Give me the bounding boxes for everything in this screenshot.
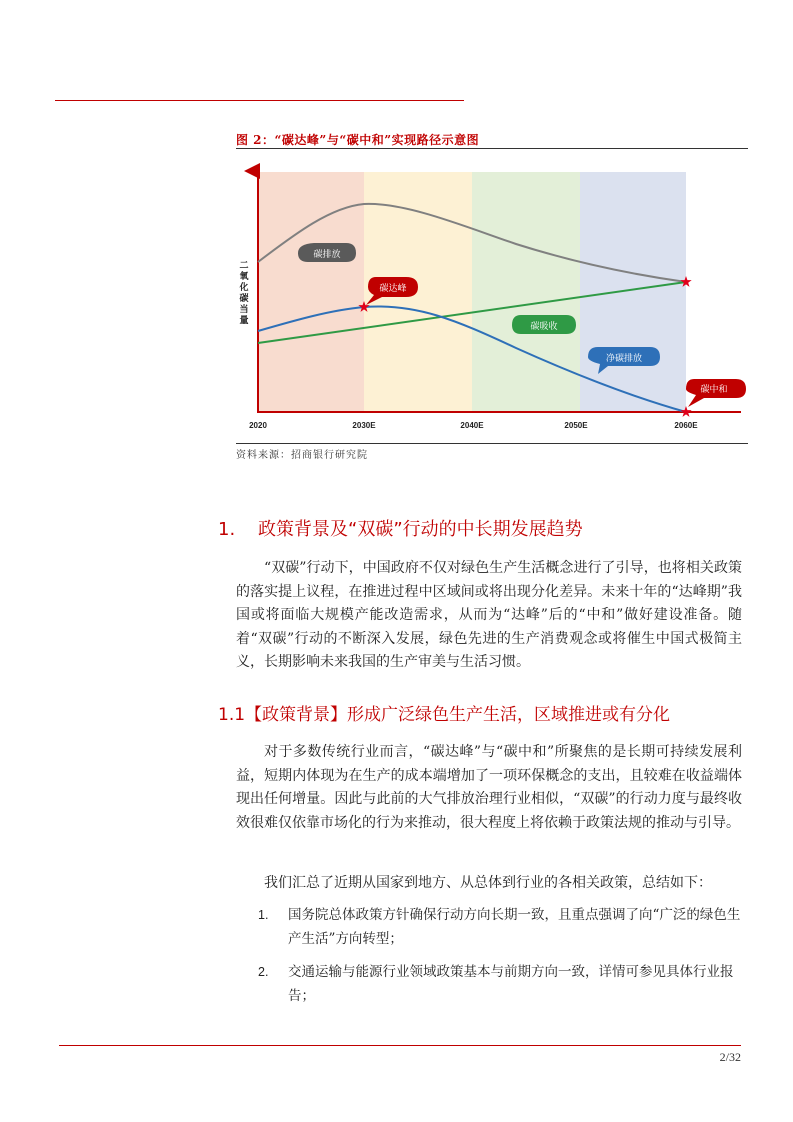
- label-neutral-text: 碳中和: [700, 385, 728, 395]
- x-tick-2040E: 2040E: [460, 421, 484, 430]
- y-label-char-5: 当: [239, 305, 249, 315]
- figure-rule-top: [236, 148, 748, 149]
- header-rule: [55, 100, 464, 101]
- section-title: 政策背景及“双碳”行动的中长期发展趋势: [258, 519, 583, 540]
- section-1-1-paragraph-2: 我们汇总了近期从国家到地方、从总体到行业的各相关政策，总结如下：: [264, 875, 712, 891]
- figure-title: 图 2：“碳达峰”与“碳中和”实现路径示意图: [236, 133, 480, 147]
- section-1-paragraph: “双碳”行动下，中国政府不仅对绿色生产生活概念进行了引导，也将相关政策的落实提上议程，在推进过程中区域间或将出现分化差异。未来十年的“达峰期”我国或将面临大规模产能改造需求，从而为“达峰”后的“中和”做好建设准备。随着“双碳”行动的不断深入发展，绿色先进的生产消费观念或将催生中国式极简主义，长期影响未来我国的生产审美与生活习惯。: [236, 560, 742, 670]
- figure-source: 资料来源：招商银行研究院: [236, 450, 368, 461]
- y-label-char-1: 二: [239, 261, 249, 271]
- list-item: [258, 903, 742, 951]
- carbon-path-chart: [236, 155, 748, 441]
- label-emission-text: 碳排放: [313, 250, 341, 260]
- phase-band-2050-2060: [580, 172, 686, 412]
- y-label-char-3: 化: [239, 283, 249, 293]
- section-heading-1: [218, 515, 583, 541]
- list-item-number: 1.: [258, 908, 269, 922]
- label-emission: [298, 243, 356, 262]
- section-heading-1-1: 1.1【政策背景】形成广泛绿色生产生活，区域推进或有分化: [218, 705, 671, 725]
- y-label-char-2: 氧: [239, 272, 249, 282]
- label-neutral: [686, 379, 746, 407]
- section-1-1-paragraph-1: 对于多数传统行业而言，“碳达峰”与“碳中和”所聚焦的是长期可持续发展利益，短期内体现为在生产的成本端增加了一项环保概念的支出，且较难在收益端体现出任何增量。因此与此前的大气排放治理行业相似，“双碳”的行动力度与最终收效很难仅依靠市场化的行为来推动，很大程度上将依赖于政策法规的推动与引导。: [236, 744, 742, 831]
- y-label-char-4: 碳: [239, 294, 249, 304]
- list-item-number: 2.: [258, 965, 269, 979]
- label-absorption: [512, 315, 576, 334]
- footer-rule: [59, 1045, 741, 1046]
- section-number: 1.: [218, 519, 236, 540]
- label-peak-text: 碳达峰: [379, 284, 407, 294]
- label-net-text: 净碳排放: [605, 354, 643, 364]
- figure-rule-bottom: [236, 443, 748, 444]
- label-absorption-text: 碳吸收: [530, 322, 558, 332]
- list-item-text: 交通运输与能源行业领域政策基本与前期方向一致，详情可参见具体行业报告；: [288, 964, 734, 1004]
- y-label-char-6: 量: [239, 316, 249, 326]
- y-axis-label: [238, 260, 249, 326]
- page-number: 2/32: [719, 1050, 741, 1064]
- x-tick-2030E: 2030E: [352, 421, 376, 430]
- phase-band-2040-2050: [472, 172, 580, 412]
- x-tick-2020: 2020: [249, 421, 267, 430]
- x-tick-2060E: 2060E: [674, 421, 698, 430]
- list-item: [258, 960, 742, 1008]
- list-item-text: 国务院总体政策方针确保行动方向长期一致，且重点强调了向“广泛的绿色生产生活”方向转型；: [288, 907, 741, 947]
- x-tick-2050E: 2050E: [564, 421, 588, 430]
